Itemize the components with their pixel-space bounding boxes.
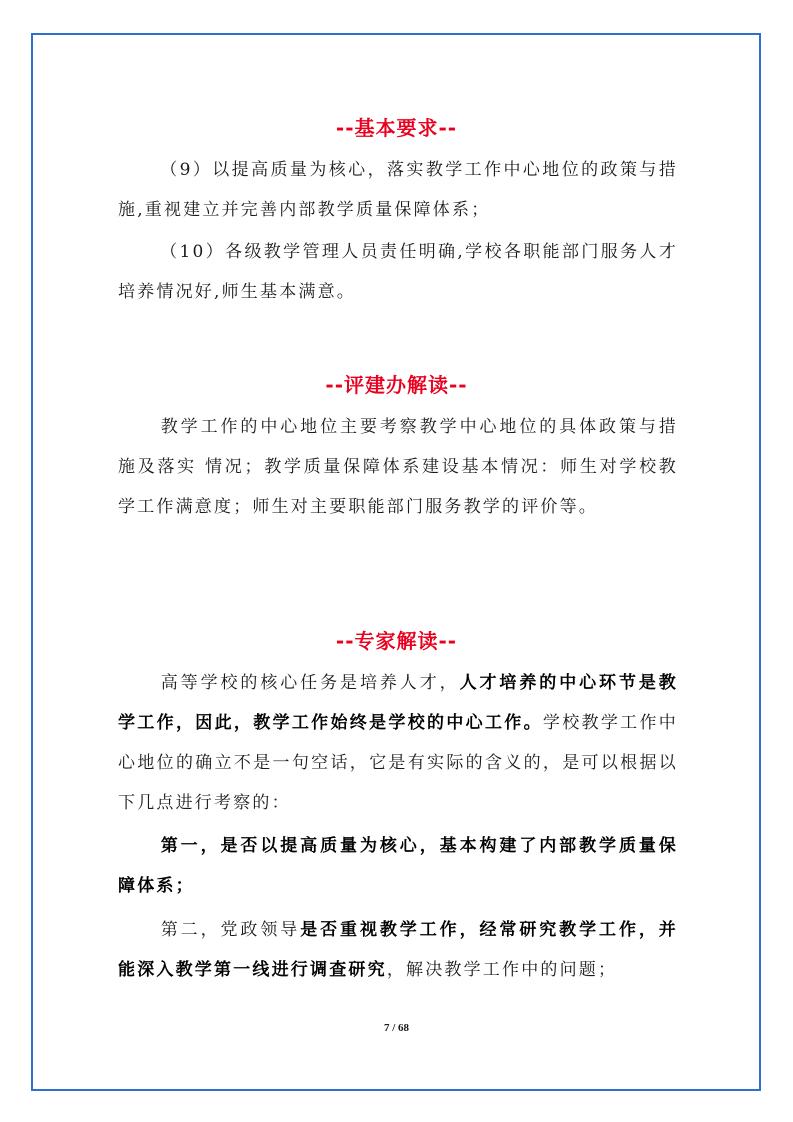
paragraph-text: 教学工作的中心地位主要考察教学中心地位的具体政策与措施及落实 情况；教学质量保障体系建设基本情况：师生对学校教学工作满意度；师生对主要职能部门服务教学的评价等。	[118, 417, 678, 517]
bold-emphasis: 人才培养的中心环节是教学工作，因此，教学工作始终是学校的中心工作。	[118, 673, 679, 733]
section-heading-office-interpretation: --评建办解读--	[325, 373, 468, 397]
bold-emphasis: 是否重视教学工作，经常研究教学工作，并能深入教学第一线进行调查研究	[118, 920, 678, 980]
bold-emphasis: 第一，是否以提高质量为核心，基本构建了内部教学质量保障体系；	[118, 836, 678, 896]
paragraph-text: 第二，党政领导	[160, 920, 301, 940]
paragraph-expert-intro	[118, 663, 678, 823]
page-number: 7 / 68	[383, 1022, 410, 1034]
paragraph-text: 高等学校的核心任务是培养人才，	[160, 673, 460, 693]
paragraph-text: 学校教学工作中心地位的确立不是一句空话，它是有实际的含义的，是可以根据以下几点进行考察的：	[118, 713, 678, 813]
paragraph-point-second	[118, 910, 678, 990]
paragraph-text: （10）各级教学管理人员责任明确,学校各职能部门服务人才培养情况好,师生基本满意。	[118, 242, 678, 302]
paragraph-requirement-10	[118, 232, 678, 312]
paragraph-office-interpretation	[118, 407, 678, 527]
paragraph-point-first	[118, 826, 678, 906]
paragraph-requirement-9	[118, 150, 678, 230]
section-heading-basic-requirements: --基本要求--	[335, 116, 458, 140]
paragraph-text: ，解决教学工作中的问题；	[386, 960, 618, 980]
paragraph-text: （9）以提高质量为核心，落实教学工作中心地位的政策与措施,重视建立并完善内部教学质量保障体系；	[118, 160, 678, 220]
section-heading-expert-interpretation: --专家解读--	[335, 629, 458, 653]
